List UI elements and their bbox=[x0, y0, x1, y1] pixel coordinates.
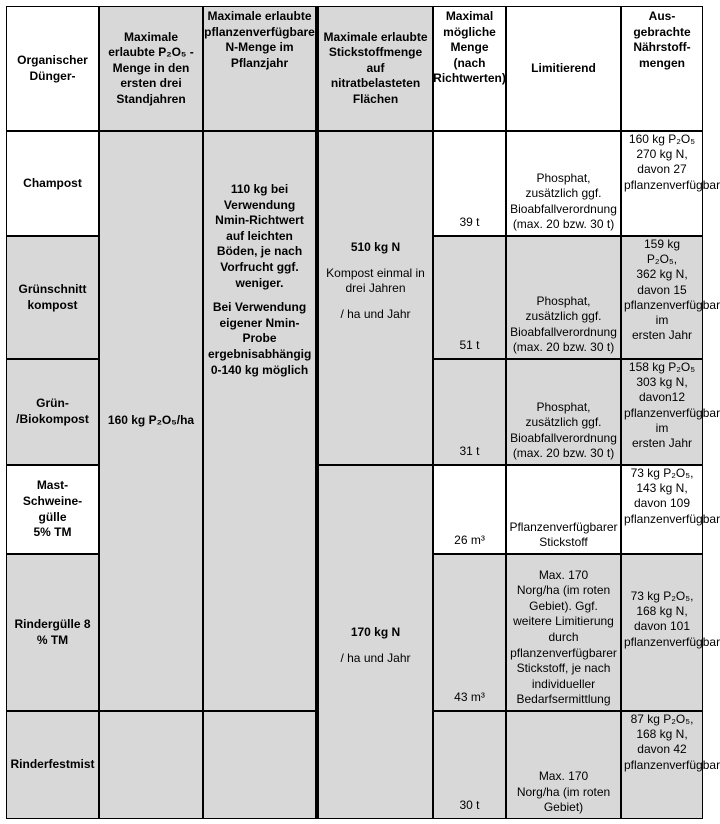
header-n-pflanzjahr: Maximale erlaubte pflanzenverfügbare N-Menge im Pflanzjahr bbox=[203, 6, 316, 131]
lim-gruenbio bbox=[506, 359, 621, 465]
menge-schweineguelle-value: 26 m³ bbox=[454, 533, 485, 548]
nitrat-manure bbox=[318, 465, 433, 819]
nitrat-compost bbox=[318, 131, 433, 465]
header-naehrstoffe: Aus-gebrachte Nährstoff-mengen bbox=[621, 6, 703, 131]
header-p2o5: Maximale erlaubte P₂O₅ - Menge in den ersten drei Standjahren bbox=[99, 6, 203, 131]
n-pflanzjahr-empty bbox=[203, 711, 316, 819]
naehr-rinderfestmist-text: 87 kg P₂O₅, 168 kg N, davon 42 pflanzenverfügbar bbox=[624, 712, 720, 772]
nitrat-manure-unit: / ha und Jahr bbox=[340, 650, 411, 665]
nitrat-compost-note: Kompost einmal in drei Jahren bbox=[326, 265, 425, 296]
lim-gruenschnitt bbox=[506, 236, 621, 359]
menge-gruenbio-value: 31 t bbox=[459, 444, 480, 459]
naehr-rinderfestmist bbox=[621, 711, 720, 819]
menge-gruenschnitt bbox=[433, 236, 506, 359]
naehr-champost-text: 160 kg P₂O₅ 270 kg N, davon 27 pflanzenverfügbar bbox=[624, 132, 720, 192]
menge-rinderguelle-value: 43 m³ bbox=[454, 690, 485, 705]
naehr-schweineguelle bbox=[621, 465, 720, 554]
row-name-gruenschnitt: Grünschnitt kompost bbox=[6, 236, 99, 359]
column-divider bbox=[315, 6, 318, 819]
naehr-gruenbio bbox=[621, 359, 720, 465]
menge-champost bbox=[433, 131, 506, 236]
lim-rinderfestmist-text: Max. 170 Norg/ha (im roten Gebiet) bbox=[516, 769, 611, 815]
naehr-gruenbio-text: 158 kg P₂O₅ 303 kg N, davon12 pflanzenverfügbar im ersten Jahr bbox=[624, 360, 720, 451]
lim-gruenbio-text: Phosphat, zusätzlich ggf. Bioabfallverordnung (max. 20 bzw. 30 t) bbox=[510, 399, 617, 461]
naehr-gruenschnitt bbox=[621, 236, 720, 359]
lim-rinderguelle-text: Max. 170 Norg/ha (im roten Gebiet). Ggf. weitere Limitierung durch pflanzenverfügbarer Stickstoff, je nach individueller Bedarfsermittlung bbox=[510, 567, 617, 707]
naehr-gruenschnitt-text: 159 kg P₂O₅, 362 kg N, davon 15 pflanzenverfügbar im ersten Jahr bbox=[624, 237, 720, 343]
menge-champost-value: 39 t bbox=[459, 215, 480, 230]
naehr-champost bbox=[621, 131, 720, 236]
header-limitierend: Limitierend bbox=[506, 6, 621, 131]
menge-schweineguelle bbox=[433, 465, 506, 554]
lim-champost bbox=[506, 131, 621, 236]
lim-champost-text: Phosphat, zusätzlich ggf. Bioabfallverordnung (max. 20 bzw. 30 t) bbox=[510, 170, 617, 232]
n-pflanzjahr bbox=[203, 131, 316, 711]
lim-schweineguelle-text: Pflanzenverfügbarer Stickstoff bbox=[509, 519, 618, 550]
lim-gruenschnitt-text: Phosphat, zusätzlich ggf. Bioabfallverordnung (max. 20 bzw. 30 t) bbox=[510, 293, 617, 355]
row-name-gruenbio: Grün- /Biokompost bbox=[6, 359, 99, 465]
naehr-rinderguelle bbox=[621, 554, 720, 711]
menge-rinderguelle bbox=[433, 554, 506, 711]
p2o5-empty bbox=[99, 711, 203, 819]
lim-schweineguelle bbox=[506, 465, 621, 554]
menge-rinderfestmist bbox=[433, 711, 506, 819]
nitrat-compost-unit: / ha und Jahr bbox=[340, 306, 411, 321]
row-name-rinderfestmist: Rinderfestmist bbox=[6, 711, 99, 819]
nitrat-manure-amount: 170 kg N bbox=[350, 625, 401, 639]
menge-gruenbio bbox=[433, 359, 506, 465]
p2o5-limit: 160 kg P₂O₅/ha bbox=[99, 131, 203, 711]
header-duenger: Organischer Dünger- bbox=[6, 6, 99, 131]
row-name-schweineguelle: Mast- Schweine- gülle 5% TM bbox=[6, 465, 99, 554]
n-pflanzjahr-text-2: Bei Verwendung eigener Nmin-Probe ergebnisabhängig 0-140 kg möglich bbox=[208, 300, 312, 377]
nitrat-compost-amount: 510 kg N bbox=[350, 240, 401, 254]
header-nitrat: Maximale erlaubte Stickstoffmenge auf nitratbelasteten Flächen bbox=[318, 6, 433, 131]
header-menge: Maximal mögliche Menge (nach Richtwerten) bbox=[433, 6, 506, 131]
naehr-schweineguelle-text: 73 kg P₂O₅, 143 kg N, davon 109 pflanzenverfügbar bbox=[624, 466, 720, 526]
n-pflanzjahr-text-1: 110 kg bei Verwendung Nmin-Richtwert auf leichten Böden, je nach Vorfrucht ggf. weniger. bbox=[215, 182, 304, 290]
naehr-rinderguelle-text: 73 kg P₂O₅, 168 kg N, davon 101 pflanzenverfügbar bbox=[624, 589, 720, 649]
row-name-rinderguelle: Rindergülle 8 % TM bbox=[6, 554, 99, 711]
lim-rinderguelle bbox=[506, 554, 621, 711]
menge-gruenschnitt-value: 51 t bbox=[459, 338, 480, 353]
menge-rinderfestmist-value: 30 t bbox=[459, 798, 480, 813]
row-name-champost: Champost bbox=[6, 131, 99, 236]
lim-rinderfestmist bbox=[506, 711, 621, 819]
fertilizer-table bbox=[6, 6, 720, 819]
